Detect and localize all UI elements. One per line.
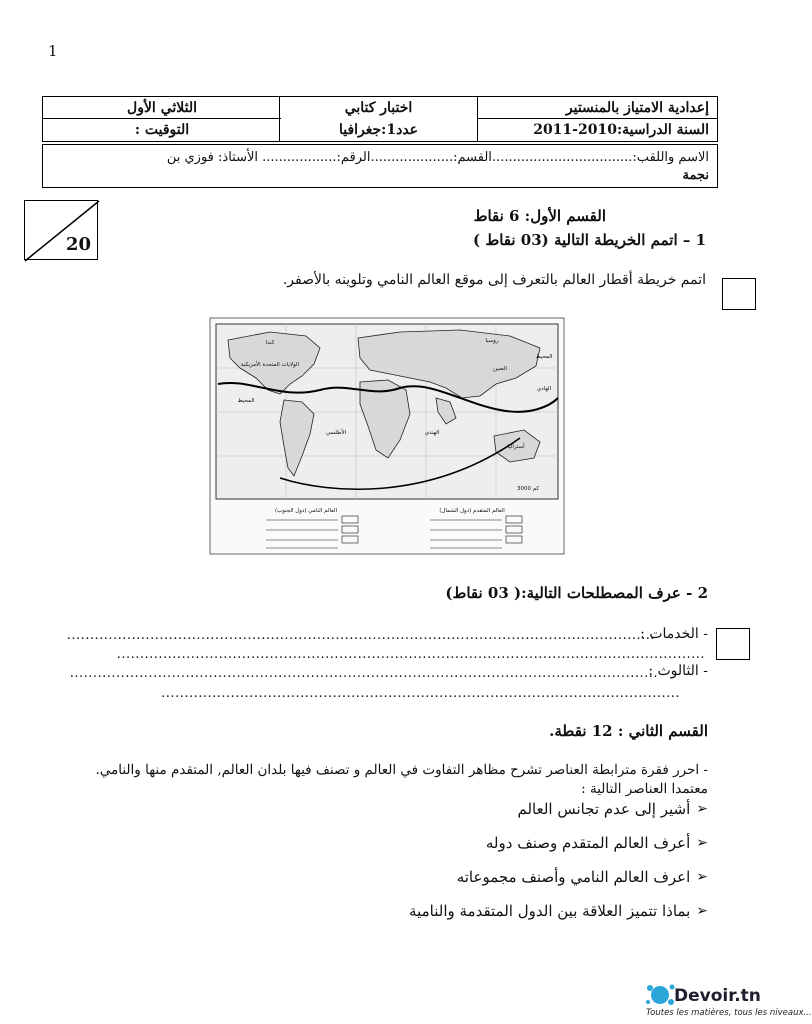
exam-title: اختبار كتابي	[344, 100, 413, 116]
map-label-ocean-1: المحيط	[535, 354, 553, 360]
bullet-3-text: اعرف العالم النامي وأصنف مجموعاته	[456, 868, 691, 886]
term-services-answer-line-1: ...............................................................................................................................	[66, 628, 655, 643]
map-label-usa: الولايات المتحدة الأمريكية	[240, 362, 300, 368]
page-number: 1	[48, 42, 58, 60]
exam-timing: التوقيت :	[134, 122, 190, 138]
q1-title: 1 – اتمم الخريطة التالية (03 نقاط )	[473, 231, 706, 249]
exam-subject: عدد1:جغرافيا	[338, 122, 419, 138]
logo-text: Devoir.tn	[674, 986, 761, 1006]
map-label-russia: روسيا	[485, 338, 499, 344]
q2-title: 2 - عرف المصطلحات التالية:( 03 نقاط)	[445, 584, 708, 602]
term-triad-label: - الثالوث :	[648, 663, 708, 679]
map-label-china: الصين	[493, 366, 507, 372]
section2-title: القسم الثاني : 12 نقطة.	[549, 722, 708, 740]
identity-line-2: نجمة	[682, 168, 709, 183]
bullet-2	[486, 834, 708, 852]
bullet-2-text: أعرف العالم المتقدم وصنف دوله	[485, 834, 691, 852]
term-triad-answer-line-1: ...............................................................................................................................	[69, 666, 658, 681]
score-total: 20	[65, 234, 91, 255]
bullet-3	[457, 868, 708, 886]
legend-left-title: العالم المتقدم (دول الشمال)	[439, 508, 505, 514]
map-label-indian: الهندي	[424, 430, 440, 436]
identity-line-1: الاسم واللقب:..................................القسم:....................الرقم:.................. الأستاذ: فوزي بن	[166, 150, 709, 165]
map-label-canada: كندا	[265, 340, 275, 346]
school-name: إعدادية الامتياز بالمنستير	[478, 97, 717, 119]
ink-splash-icon	[642, 982, 678, 1008]
bullet-1	[517, 800, 708, 818]
section1-title: القسم الأول: 6 نقاط	[473, 207, 606, 225]
exam-title-cell	[279, 97, 477, 141]
bullet-arrow-icon: ➢	[696, 835, 708, 851]
world-map-drawing	[210, 318, 564, 554]
devoir-tn-logo[interactable]	[640, 986, 812, 1020]
q1-instruction: اتمم خريطة أقطار العالم بالتعرف إلى موقع العالم النامي وتلوينه بالأصفر.	[282, 272, 706, 288]
map-label-australia: أستراليا	[507, 444, 525, 450]
exam-term: الثلاثي الأول	[43, 97, 281, 119]
term-services-label: - الخدمات :	[640, 626, 708, 642]
legend-right-title: العالم النامي (دول الجنوب)	[274, 508, 338, 514]
map-label-atlantic: الأطلسي	[325, 430, 347, 436]
term-triad-answer-line-2: ................................................................................................................	[161, 686, 680, 701]
term-services-answer-line-2: ...............................................................................................................................	[116, 647, 705, 662]
school-cell	[477, 97, 717, 141]
mark-box-q2[interactable]	[716, 628, 750, 660]
section2-intro-line-1: - احرر فقرة مترابطة العناصر تشرح مظاهر التفاوت في العالم و تصنف فيها بلدان العالم, المتقدم منها والنامي.	[95, 762, 708, 778]
section2-intro-line-2: معتمدا العناصر التالية :	[581, 781, 708, 797]
term-cell	[43, 97, 281, 141]
school-year: السنة الدراسية:2010-2011	[533, 122, 709, 138]
bullet-arrow-icon: ➢	[696, 903, 708, 919]
student-identity-box	[42, 144, 718, 188]
bullet-arrow-icon: ➢	[696, 869, 708, 885]
mark-box-q1[interactable]	[722, 278, 756, 310]
map-label-pacific: الهادي	[536, 386, 552, 392]
bullet-1-text: أشير إلى عدم تجانس العالم	[517, 800, 691, 818]
map-scale: 3000 كم	[516, 486, 540, 492]
bullet-4	[409, 902, 708, 920]
bullet-arrow-icon: ➢	[696, 801, 708, 817]
map-label-ocean-2: المحيط	[237, 398, 255, 404]
world-map	[210, 318, 564, 554]
score-box	[24, 200, 98, 260]
exam-header-table	[42, 96, 718, 142]
bullet-4-text: بماذا تتميز العلاقة بين الدول المتقدمة والنامية	[409, 902, 691, 920]
logo-tagline: Toutes les matières, tous les niveaux...	[646, 1008, 812, 1018]
